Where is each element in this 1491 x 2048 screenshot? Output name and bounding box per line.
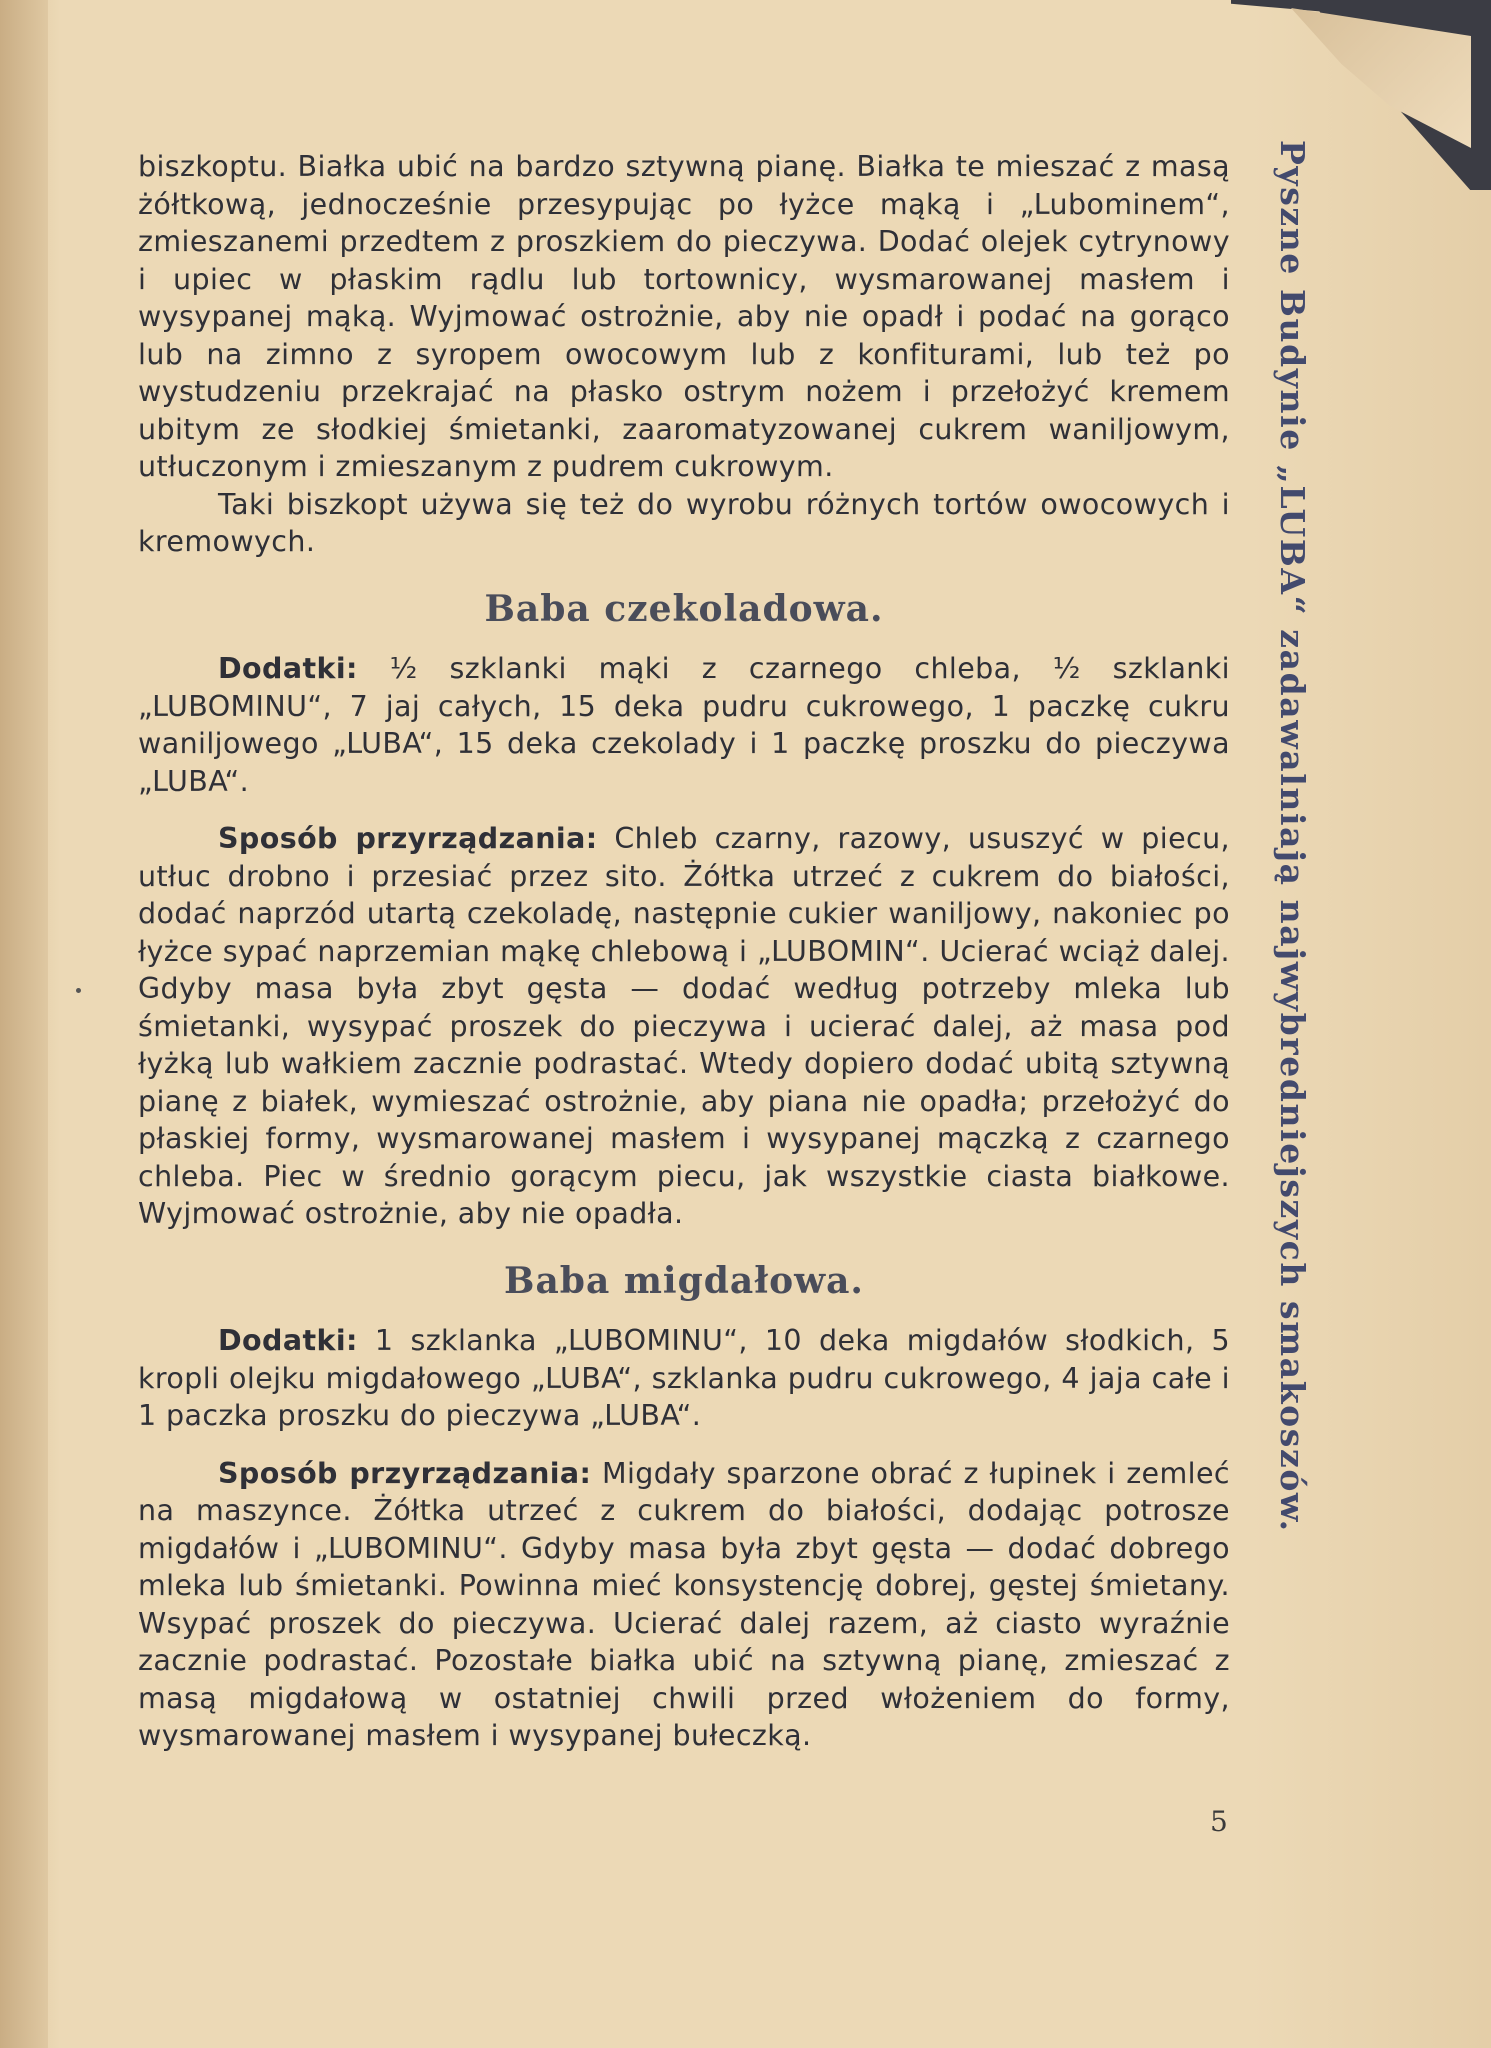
method-text: Chleb czarny, razowy, ususzyć w piecu, utłuc drobno i przesiać przez sito. Żółtka utrzeć z cukrem do białości, dodać naprzód utartą czekoladę, następnie cukier waniljowy, nakoniec po łyżce sypać naprzemian mąkę chlebową i „LUBOMIN“. Ucierać wciąż dalej. Gdyby masa była zbyt gęsta — dodać według potrzeby mleka lub śmietanki, wysypać proszek do pieczywa i ucierać dalej, aż masa pod łyżką lub wałkiem zacznie podrastać. Wtedy dopiero dodać ubitą sztywną pianę z białek, wymieszać ostrożnie, aby piana nie opadła; przełożyć do płaskiej formy, wysmarowanej masłem i wysypanej mączką z czarnego chleba. Piec w średnio gorącym piecu, jak wszystkie ciasta białkowe. Wyjmować ostrożnie, aby nie opadła. [138, 822, 1231, 1230]
recipe-method [138, 820, 1230, 1233]
intro-paragraph-2: Taki biszkopt używa się też do wyrobu różnych tortów owocowych i kremowych. [138, 487, 1230, 558]
page-number: 5 [1210, 1805, 1228, 1838]
margin-mark [76, 988, 81, 993]
ingredients-text: ½ szklanki mąki z czarnego chleba, ½ szklanki „LUBOMINU“, 7 jaj całych, 15 deka pudru cukrowego, 1 paczkę cukru waniljowego „LUBA“, 15 deka czekolady i 1 paczkę proszku do pieczywa „LUBA“. [138, 652, 1230, 798]
recipe-title-baba-migdalowa: Baba migdałowa. [504, 1259, 864, 1302]
method-label: Sposób przyrządzania: [218, 1456, 592, 1490]
ingredients-text: 1 szklanka „LUBOMINU“, 10 deka migdałów słodkich, 5 kropli olejku migdałowego „LUBA“, szklanka pudru cukrowego, 4 jaja całe i 1 paczka proszku do pieczywa „LUBA“. [138, 1324, 1230, 1432]
method-text: Migdały sparzone obrać z łupinek i zemleć na maszyncе. Żółtka utrzeć z cukrem do białości, dodając potrosze migdałów i „LUBOMINU“. Gdyby masa była zbyt gęsta — dodać dobrego mleka lub śmietanki. Powinna mieć konsystencję dobrej, gęstej śmietany. Wsypać proszek do pieczywa. Ucierać dalej razem, aż ciasto wyraźnie zacznie podrastać. Pozostałe białka ubić na sztywną pianę, zmieszać z masą migdałową w ostatniej chwili przed włożeniem do formy, wysmarowanej masłem i wysypanej bułeczką. [138, 1456, 1230, 1752]
recipe-ingredients [138, 650, 1230, 800]
intro-paragraph-1: biszkoptu. Białka ubić na bardzo sztywną pianę. Białka te mieszać z masą żółtkową, jednocześnie przesypując po łyżce mąką i „Lubominem“, zmieszanemi przedtem z proszkiem do pieczywa. Dodać olejek cytrynowy i upiec w płaskim rądlu lub tortownicy, wysmarowanej masłem i wysypanej mąką. Wyjmować ostrożnie, aby nie opadł i podać na gorąco lub na zimno z syropem owocowym lub z konfiturami, lub też po wystudzeniu przekrajać na płasko ostrym nożem i przełożyć kremem ubitym ze słodkiej śmietanki, zaaromatyzowanej cukrem waniljowym, utłuczonym i zmieszanym z pudrem cukrowym. [138, 150, 1230, 483]
page-body [138, 148, 1230, 1755]
ingredients-label: Dodatki: [218, 1324, 358, 1357]
recipe-method [138, 1455, 1230, 1755]
recipe-ingredients [138, 1322, 1230, 1435]
method-label: Sposób przyrządzania: [218, 822, 598, 855]
vertical-running-header: Pyszne Budynie „LUBA“ zadawalniają najwybredniejszych smakoszów. [1273, 140, 1312, 1533]
ingredients-label: Dodatki: [218, 652, 358, 685]
recipe-title-baba-czekoladowa: Baba czekoladowa. [484, 587, 884, 630]
page-gutter [0, 0, 48, 2048]
